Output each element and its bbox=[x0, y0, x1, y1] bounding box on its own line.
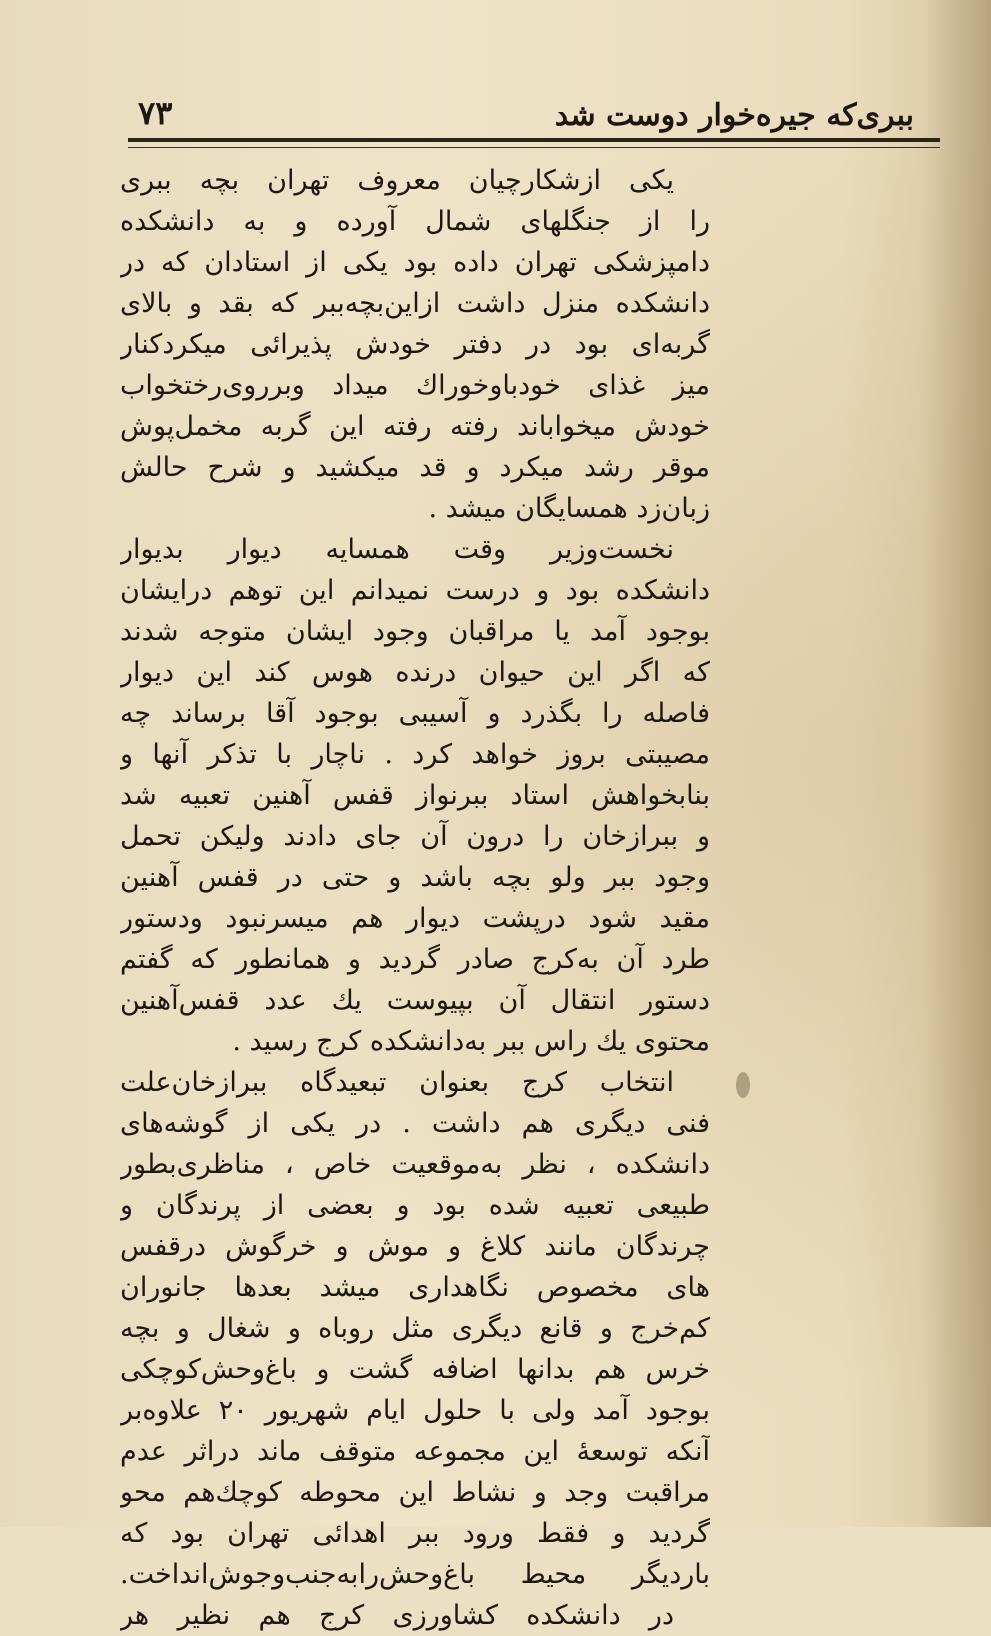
text-line: فنی دیگری هم داشت . در یکی از گوشه‌های bbox=[120, 1108, 710, 1139]
text-line: مراقبت وجد و نشاط این محوطه کوچك‌هم محو bbox=[120, 1477, 710, 1508]
text-line: انتخاب کرج بعنوان تبعیدگاه ببرازخان‌علت bbox=[120, 1067, 674, 1098]
text-line: نخست‌وزیر وقت همسایه دیوار بدیوار bbox=[120, 534, 674, 565]
text-line: وجود ببر ولو بچه باشد و حتی در قفس آهنین bbox=[120, 862, 710, 893]
text-line: موقر رشد میکرد و قد میکشید و شرح حالش bbox=[120, 452, 710, 483]
text-line: را از جنگلهای شمال آورده و به دانشکده bbox=[120, 206, 710, 237]
text-line: بوجود آمد یا مراقبان وجود ایشان متوجه شدند bbox=[120, 616, 710, 647]
text-line: در دانشکده کشاورزی کرج هم نظیر هر bbox=[120, 1600, 674, 1631]
text-line: طبیعی تعبیه شده بود و بعضی از پرندگان و bbox=[120, 1190, 710, 1221]
running-title: ببری‌که جیره‌خوار دوست شد bbox=[554, 98, 914, 133]
text-line: دستور انتقال آن بپیوست یك عدد قفس‌آهنین bbox=[120, 985, 710, 1016]
text-line: خرس هم بدانها اضافه گشت و باغ‌وحش‌کوچکی bbox=[120, 1354, 710, 1385]
text-line: و ببرازخان را درون آن جای دادند ولیکن تحمل bbox=[120, 821, 710, 852]
ink-smudge bbox=[736, 1072, 750, 1098]
text-line: مصیبتی بروز خواهد کرد . ناچار با تذکر آنها و bbox=[120, 739, 710, 770]
paragraph-4 bbox=[120, 1595, 710, 1636]
text-line: های مخصوص نگاهداری میشد بعدها جانوران bbox=[120, 1272, 710, 1303]
text-line: دامپزشکی تهران داده بود یکی از استادان که در bbox=[120, 247, 710, 278]
text-line: مقید شود درپشت دیوار هم میسرنبود ودستور bbox=[120, 903, 710, 934]
paragraph-3 bbox=[120, 1062, 710, 1595]
header-rule bbox=[128, 138, 940, 142]
text-line: میز غذای خودباوخوراك میداد وبرروی‌رختخواب bbox=[120, 370, 710, 401]
page-header bbox=[128, 92, 940, 142]
text-line: دانشکده منزل داشت ازاین‌بچه‌ببر که بقد و بالای bbox=[120, 288, 710, 319]
text-line: چرندگان مانند کلاغ و موش و خرگوش درقفس bbox=[120, 1231, 710, 1262]
text-line: یکی ازشکارچیان معروف تهران بچه ببری bbox=[120, 165, 674, 196]
text-line: گربه‌ای بود در دفتر خودش پذیرائی میکردکنار bbox=[120, 329, 710, 360]
header-rule-thin bbox=[128, 147, 940, 148]
text-line: گردید و فقط ورود ببر اهدائی تهران بود که bbox=[120, 1518, 710, 1549]
page-number: ۷۳ bbox=[138, 94, 173, 132]
text-line: دانشکده بود و درست نمیدانم این توهم درایشان bbox=[120, 575, 710, 606]
text-line: زبان‌زد همسایگان میشد . bbox=[428, 493, 710, 524]
text-line: فاصله را بگذرد و آسیبی بوجود آقا برساند چه bbox=[120, 698, 710, 729]
text-line: بوجود آمد ولی با حلول ایام شهریور ۲۰ علاوه‌بر bbox=[120, 1395, 710, 1426]
text-line: که اگر این حیوان درنده هوس کند این دیوار bbox=[120, 657, 710, 688]
text-line: خودش میخواباند رفته رفته این گربه مخمل‌پوش bbox=[120, 411, 710, 442]
body-text bbox=[120, 160, 710, 1636]
text-line: کم‌خرج و قانع دیگری مثل روباه و شغال و بچه bbox=[120, 1313, 710, 1344]
text-line: باردیگر محیط باغ‌وحش‌رابه‌جنب‌وجوش‌انداخت. bbox=[120, 1559, 710, 1590]
spine-shadow bbox=[921, 0, 991, 1527]
text-line: دانشکده ، نظر به‌موقعیت خاص ، مناظری‌بطور bbox=[120, 1149, 710, 1180]
text-line: محتوی یك راس ببر به‌دانشکده کرج رسید . bbox=[232, 1026, 710, 1057]
text-line: بنابخواهش استاد ببرنواز قفس آهنین تعبیه شد bbox=[120, 780, 710, 811]
text-line: آنکه توسعهٔ این مجموعه متوقف ماند دراثر عدم bbox=[120, 1436, 710, 1467]
paragraph-1 bbox=[120, 160, 710, 529]
text-line: طرد آن به‌کرج صادر گردید و همانطور که گفتم bbox=[120, 944, 710, 975]
paragraph-2 bbox=[120, 529, 710, 1062]
